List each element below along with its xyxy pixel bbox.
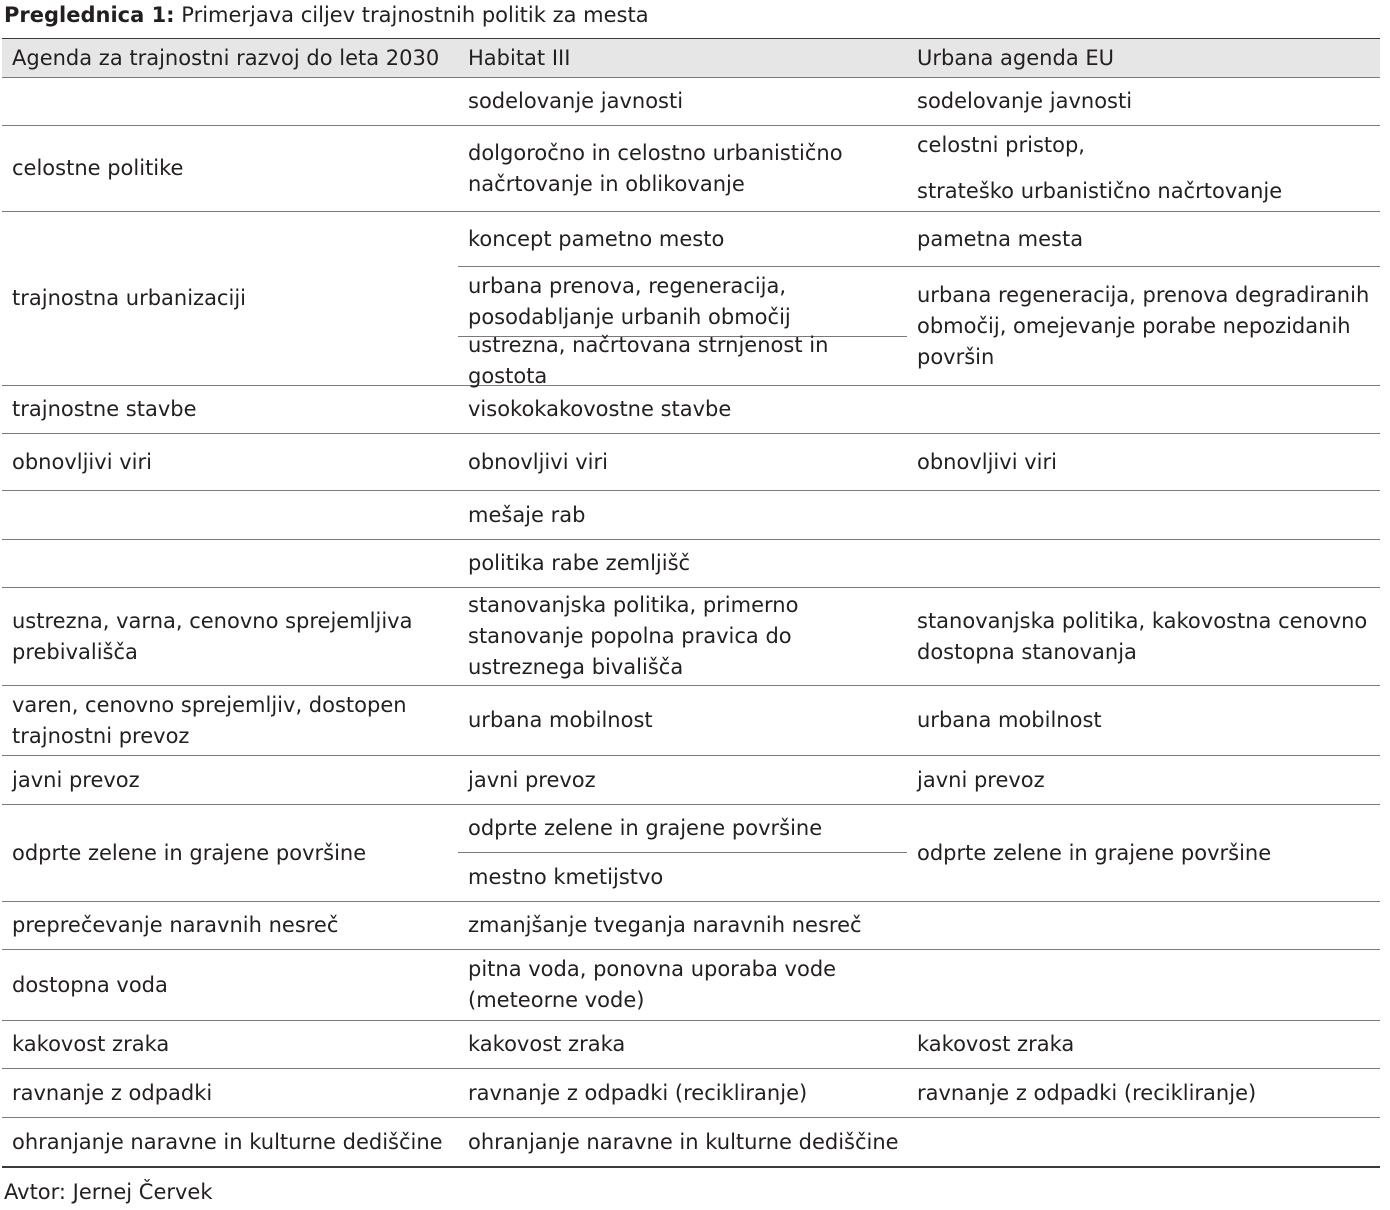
table-cell: ravnanje z odpadki (recikliranje) (907, 1069, 1380, 1118)
table-caption (4, 1, 649, 29)
table-cell (2, 491, 458, 540)
table-cell: odprte zelene in grajene površine (907, 805, 1380, 902)
table-cell: sodelovanje javnosti (458, 78, 907, 126)
caption-text: Primerjava ciljev trajnostnih politik za mesta (181, 3, 649, 27)
table-cell: ohranjanje naravne in kulturne dediščine (12, 1129, 443, 1154)
table-cell (907, 386, 1380, 434)
table-cell: koncept pametno mesto (458, 212, 907, 267)
table-cell: obnovljivi viri (907, 434, 1380, 491)
table-cell: odprte zelene in grajene površine (2, 805, 458, 902)
table-cell (907, 540, 1380, 588)
table-cell: kakovost zraka (2, 1021, 458, 1069)
author-note: Avtor: Jernej Červek (4, 1180, 213, 1204)
table-cell: javni prevoz (2, 756, 458, 805)
header-cell-urban-agenda-eu: Urbana agenda EU (907, 39, 1380, 78)
table-cell: urbana prenova, regeneracija, posodabljanje urbanih območij (458, 267, 907, 337)
table-cell: urbana mobilnost (907, 686, 1380, 756)
header-cell-habitat-iii: Habitat III (458, 39, 907, 78)
table-cell: odprte zelene in grajene površine (458, 805, 907, 853)
caption-label: Preglednica 1: (4, 3, 175, 27)
table-cell: javni prevoz (907, 756, 1380, 805)
table-cell: varen, cenovno sprejemljiv, dostopen trajnostni prevoz (2, 686, 458, 756)
table-cell: ustrezna, načrtovana strnjenost in gostota (458, 337, 907, 386)
table-cell: dolgoročno in celostno urbanistično načrtovanje in oblikovanje (458, 126, 907, 212)
table-cell: sodelovanje javnosti (907, 78, 1380, 126)
table-cell: mešaje rab (458, 491, 907, 540)
table-cell: zmanjšanje tveganja naravnih nesreč (458, 902, 907, 950)
table-cell: trajnostne stavbe (2, 386, 458, 434)
table-cell: obnovljivi viri (458, 434, 907, 491)
table-cell: preprečevanje naravnih nesreč (2, 902, 458, 950)
table-cell (2, 78, 458, 126)
table-cell: mestno kmetijstvo (458, 853, 907, 902)
comparison-table (2, 38, 1380, 1168)
table-cell: urbana regeneracija, prenova degradiranih območij, omejevanje porabe nepozidanih površin (907, 267, 1380, 386)
table-cell: trajnostna urbanizaciji (2, 212, 458, 386)
table-cell: ohranjanje naravne in kulturne dediščine (468, 1129, 899, 1154)
table-cell: kakovost zraka (907, 1021, 1380, 1069)
table-cell: pametna mesta (907, 212, 1380, 267)
table-cell (907, 126, 1380, 212)
table-cell: dostopna voda (2, 950, 458, 1021)
table-cell: pitna voda, ponovna uporaba vode (meteorne vode) (458, 950, 907, 1021)
table-cell: ravnanje z odpadki (recikliranje) (458, 1069, 907, 1118)
table-cell (907, 902, 1380, 950)
table-cell: stanovanjska politika, primerno stanovanje popolna pravica do ustreznega bivališča (458, 588, 907, 686)
table-cell (907, 491, 1380, 540)
header-cell-agenda-2030: Agenda za trajnostni razvoj do leta 2030 (2, 39, 458, 78)
table-cell: ustrezna, varna, cenovno sprejemljiva prebivališča (2, 588, 458, 686)
table-cell: kakovost zraka (458, 1021, 907, 1069)
table-cell: stanovanjska politika, kakovostna cenovno dostopna stanovanja (907, 588, 1380, 686)
table-cell (2, 540, 458, 588)
table-cell: urbana mobilnost (458, 686, 907, 756)
table-cell: javni prevoz (458, 756, 907, 805)
cell-line: celostni pristop, (917, 133, 1085, 157)
table-cell (907, 950, 1380, 1021)
table-cell: visokokakovostne stavbe (458, 386, 907, 434)
table-cell (907, 1118, 1380, 1166)
table-cell: politika rabe zemljišč (458, 540, 907, 588)
table-cell: ravnanje z odpadki (2, 1069, 458, 1118)
table-cell: celostne politike (2, 126, 458, 212)
cell-line: strateško urbanistično načrtovanje (917, 179, 1283, 203)
table-cell: obnovljivi viri (2, 434, 458, 491)
